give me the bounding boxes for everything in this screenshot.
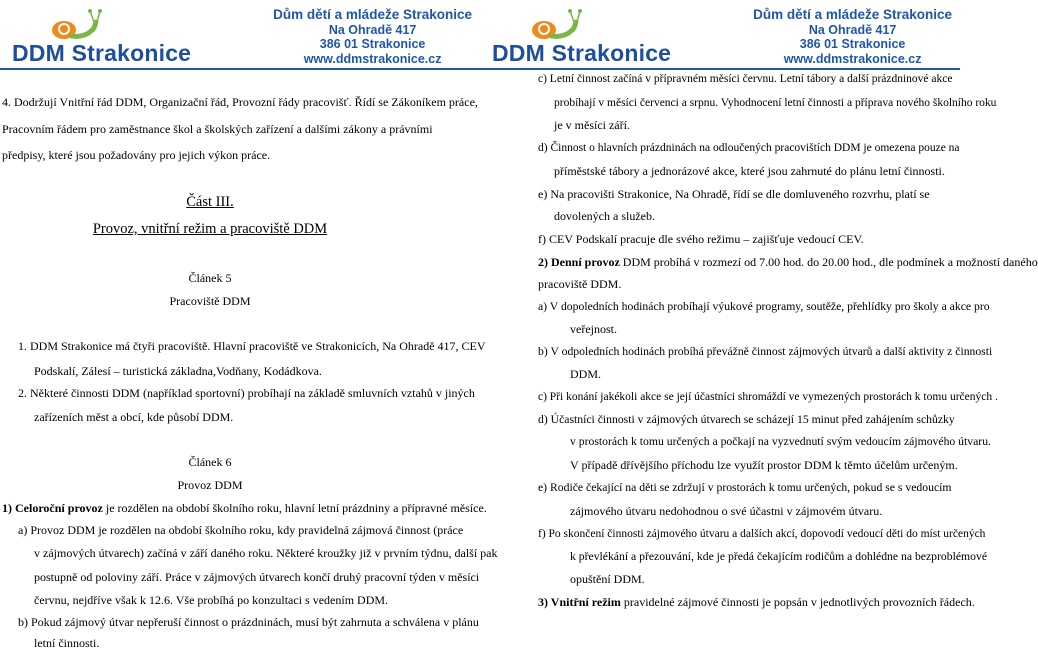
address: Na Ohradě 417: [328, 22, 417, 37]
text-line: veřejnost.: [570, 322, 617, 336]
text-line: opuštění DDM.: [570, 572, 645, 586]
text-line: předpisy, které jsou požadovány pro jejich výkon práce.: [2, 148, 271, 162]
ddm-logo: [4, 2, 192, 66]
address: Na Ohradě 417: [808, 22, 897, 37]
article-5-subtitle: Pracoviště DDM: [169, 294, 251, 308]
text-line: f) Po skončení činnosti zájmového útvaru a dalších akcí, dopovodí vedoucí děti do míst určených: [538, 528, 986, 540]
city: 386 01 Strakonice: [319, 37, 426, 51]
text-line: postupně od poloviny září. Práce v zájmových útvarech končí druhý pracovní týden v měsíci: [34, 570, 480, 584]
text-rest: DDM probíhá v rozmezí od 7.00 hod. do 20.00 hod., dle podmínek a možností daného: [619, 255, 1038, 269]
city: 386 01 Strakonice: [799, 37, 906, 51]
text-line: zařízeních měst a obcí, kde působí DDM.: [34, 410, 234, 424]
text-line: k převlékání a přezouvání, kde je předá čekajícím rodičům a dohlédne na bezproblémové: [570, 550, 988, 563]
logo-text: DDM Strakonice: [492, 40, 672, 66]
text-line: d) Činnost o hlavních prázdninách na odloučených pracovištích DDM je omezena pouze na: [538, 142, 960, 154]
part-title: Část III.: [186, 194, 234, 210]
text-line: f) CEV Podskalí pracuje dle svého režimu – zajišťuje vedoucí CEV.: [538, 232, 864, 246]
text-line: 2. Některé činnosti DDM (například sportovní) probíhají na základě smluvních vztahů v jiných: [18, 386, 475, 400]
snail-logo-icon: [522, 8, 582, 40]
text-line: 1. DDM Strakonice má čtyři pracoviště. Hlavní pracoviště ve Strakonicích, Na Ohradě 417, CEV: [18, 339, 486, 353]
ddm-logo: [484, 2, 672, 66]
text-line: dovolených a služeb.: [554, 209, 655, 223]
text-line: v zájmových útvarech) začíná v září daného roku. Některé kroužky již v prvním týdnu, další pak: [34, 546, 498, 560]
text-line: V případě dřívějšího příchodu lze využít prostor DDM k těmto účelům určeným.: [570, 458, 958, 472]
article-6-subtitle: Provoz DDM: [177, 478, 243, 492]
text-line: Pracovním řádem pro zaměstnance škol a školských zařízení a dalšími zákony a právními: [2, 122, 433, 136]
text-line: pracoviště DDM.: [538, 277, 622, 291]
text-rest: je rozdělen na období školního roku, hlavní letní prázdniny a přípravné měsíce.: [102, 501, 487, 515]
bold-lead: 3) Vnitřní režim: [538, 595, 621, 609]
text-line: c) Letní činnost začíná v přípravném měsíci červnu. Letní tábory a další prázdninové akce: [538, 73, 953, 85]
org-name: Dům dětí a mládeže Strakonice: [273, 7, 472, 22]
text-line: b) Pokud zájmový útvar nepřeruší činnost o prázdninách, musí být zahrnuta a schválena v plánu: [18, 615, 479, 629]
text-line: e) Na pracovišti Strakonice, Na Ohradě, řídí se dle domluveného rozvrhu, platí se: [538, 187, 930, 201]
text-line: zájmového útvaru nedohodnou o své účastni v zájmovém útvaru.: [570, 504, 883, 518]
text-line: b) V odpoledních hodinách probíhá převážně činnost zájmových útvarů a další aktivity z činnosti: [538, 345, 993, 358]
part-subtitle: Provoz, vnitřní režim a pracoviště DDM: [92, 221, 328, 237]
text-rest: pravidelné zájmové činnosti je popsán v jednotlivých provozních řádech.: [620, 595, 975, 609]
text-line: a) V dopoledních hodinách probíhají výukové programy, soutěže, přehlídky pro školy a akce pro: [538, 300, 990, 313]
text-line: v prostorách k tomu určených a počkají na vyzvednutí svým vedoucím zájmového útvaru.: [570, 435, 991, 448]
left-page: [0, 0, 498, 650]
text-line: červnu, nejdříve však k 12.6. Vše probíhá po konzultaci s vedením DDM.: [34, 593, 389, 607]
text-line: [538, 255, 1038, 269]
bold-lead: 1) Celoroční provoz: [2, 501, 103, 515]
text-line: DDM.: [570, 367, 602, 381]
header-rule: [0, 68, 480, 70]
org-name: Dům dětí a mládeže Strakonice: [753, 7, 952, 22]
header-rule: [480, 68, 960, 70]
text-line: probíhají v měsíci červenci a srpnu. Vyhodnocení letní činnosti a příprava nového školního roku: [554, 97, 997, 109]
header-address: [753, 8, 952, 66]
text-line: [2, 501, 487, 515]
article-6-title: Článek 6: [188, 455, 232, 469]
header-address: [273, 8, 472, 66]
text-line: e) Rodiče čekající na děti se zdržují v prostorách k tomu určených, pokud se s vedoucím: [538, 481, 952, 494]
text-line: příměstské tábory a jednorázové akce, které jsou zahrnuté do plánu letní činnosti.: [554, 164, 945, 178]
website: www.ddmstrakonice.cz: [303, 51, 442, 66]
right-page: [480, 0, 1038, 649]
snail-logo-icon: [42, 8, 102, 40]
text-line: letní činnosti.: [34, 636, 100, 650]
website: www.ddmstrakonice.cz: [783, 51, 922, 66]
text-line: je v měsíci září.: [554, 118, 630, 132]
text-line: d) Účastníci činnosti v zájmových útvarech se scházejí 15 minut před zahájením schůzky: [538, 413, 955, 426]
text-line: [538, 595, 975, 609]
logo-text: DDM Strakonice: [12, 40, 192, 66]
text-line: c) Při konání jakékoli akce se její účastníci shromáždí ve vymezených prostorách k tomu určených .: [538, 391, 998, 403]
text-line: 4. Dodržují Vnitřní řád DDM, Organizační řád, Provozní řády pracovišť. Řídí se Zákoníkem práce,: [2, 95, 478, 109]
article-5-title: Článek 5: [188, 271, 232, 285]
text-line: a) Provoz DDM je rozdělen na období školního roku, kdy pravidelná zájmová činnost (práce: [18, 523, 464, 537]
bold-lead: 2) Denní provoz: [538, 255, 620, 269]
text-line: Podskalí, Zálesí – turistická základna,Vodňany, Kodádkova.: [34, 364, 322, 378]
